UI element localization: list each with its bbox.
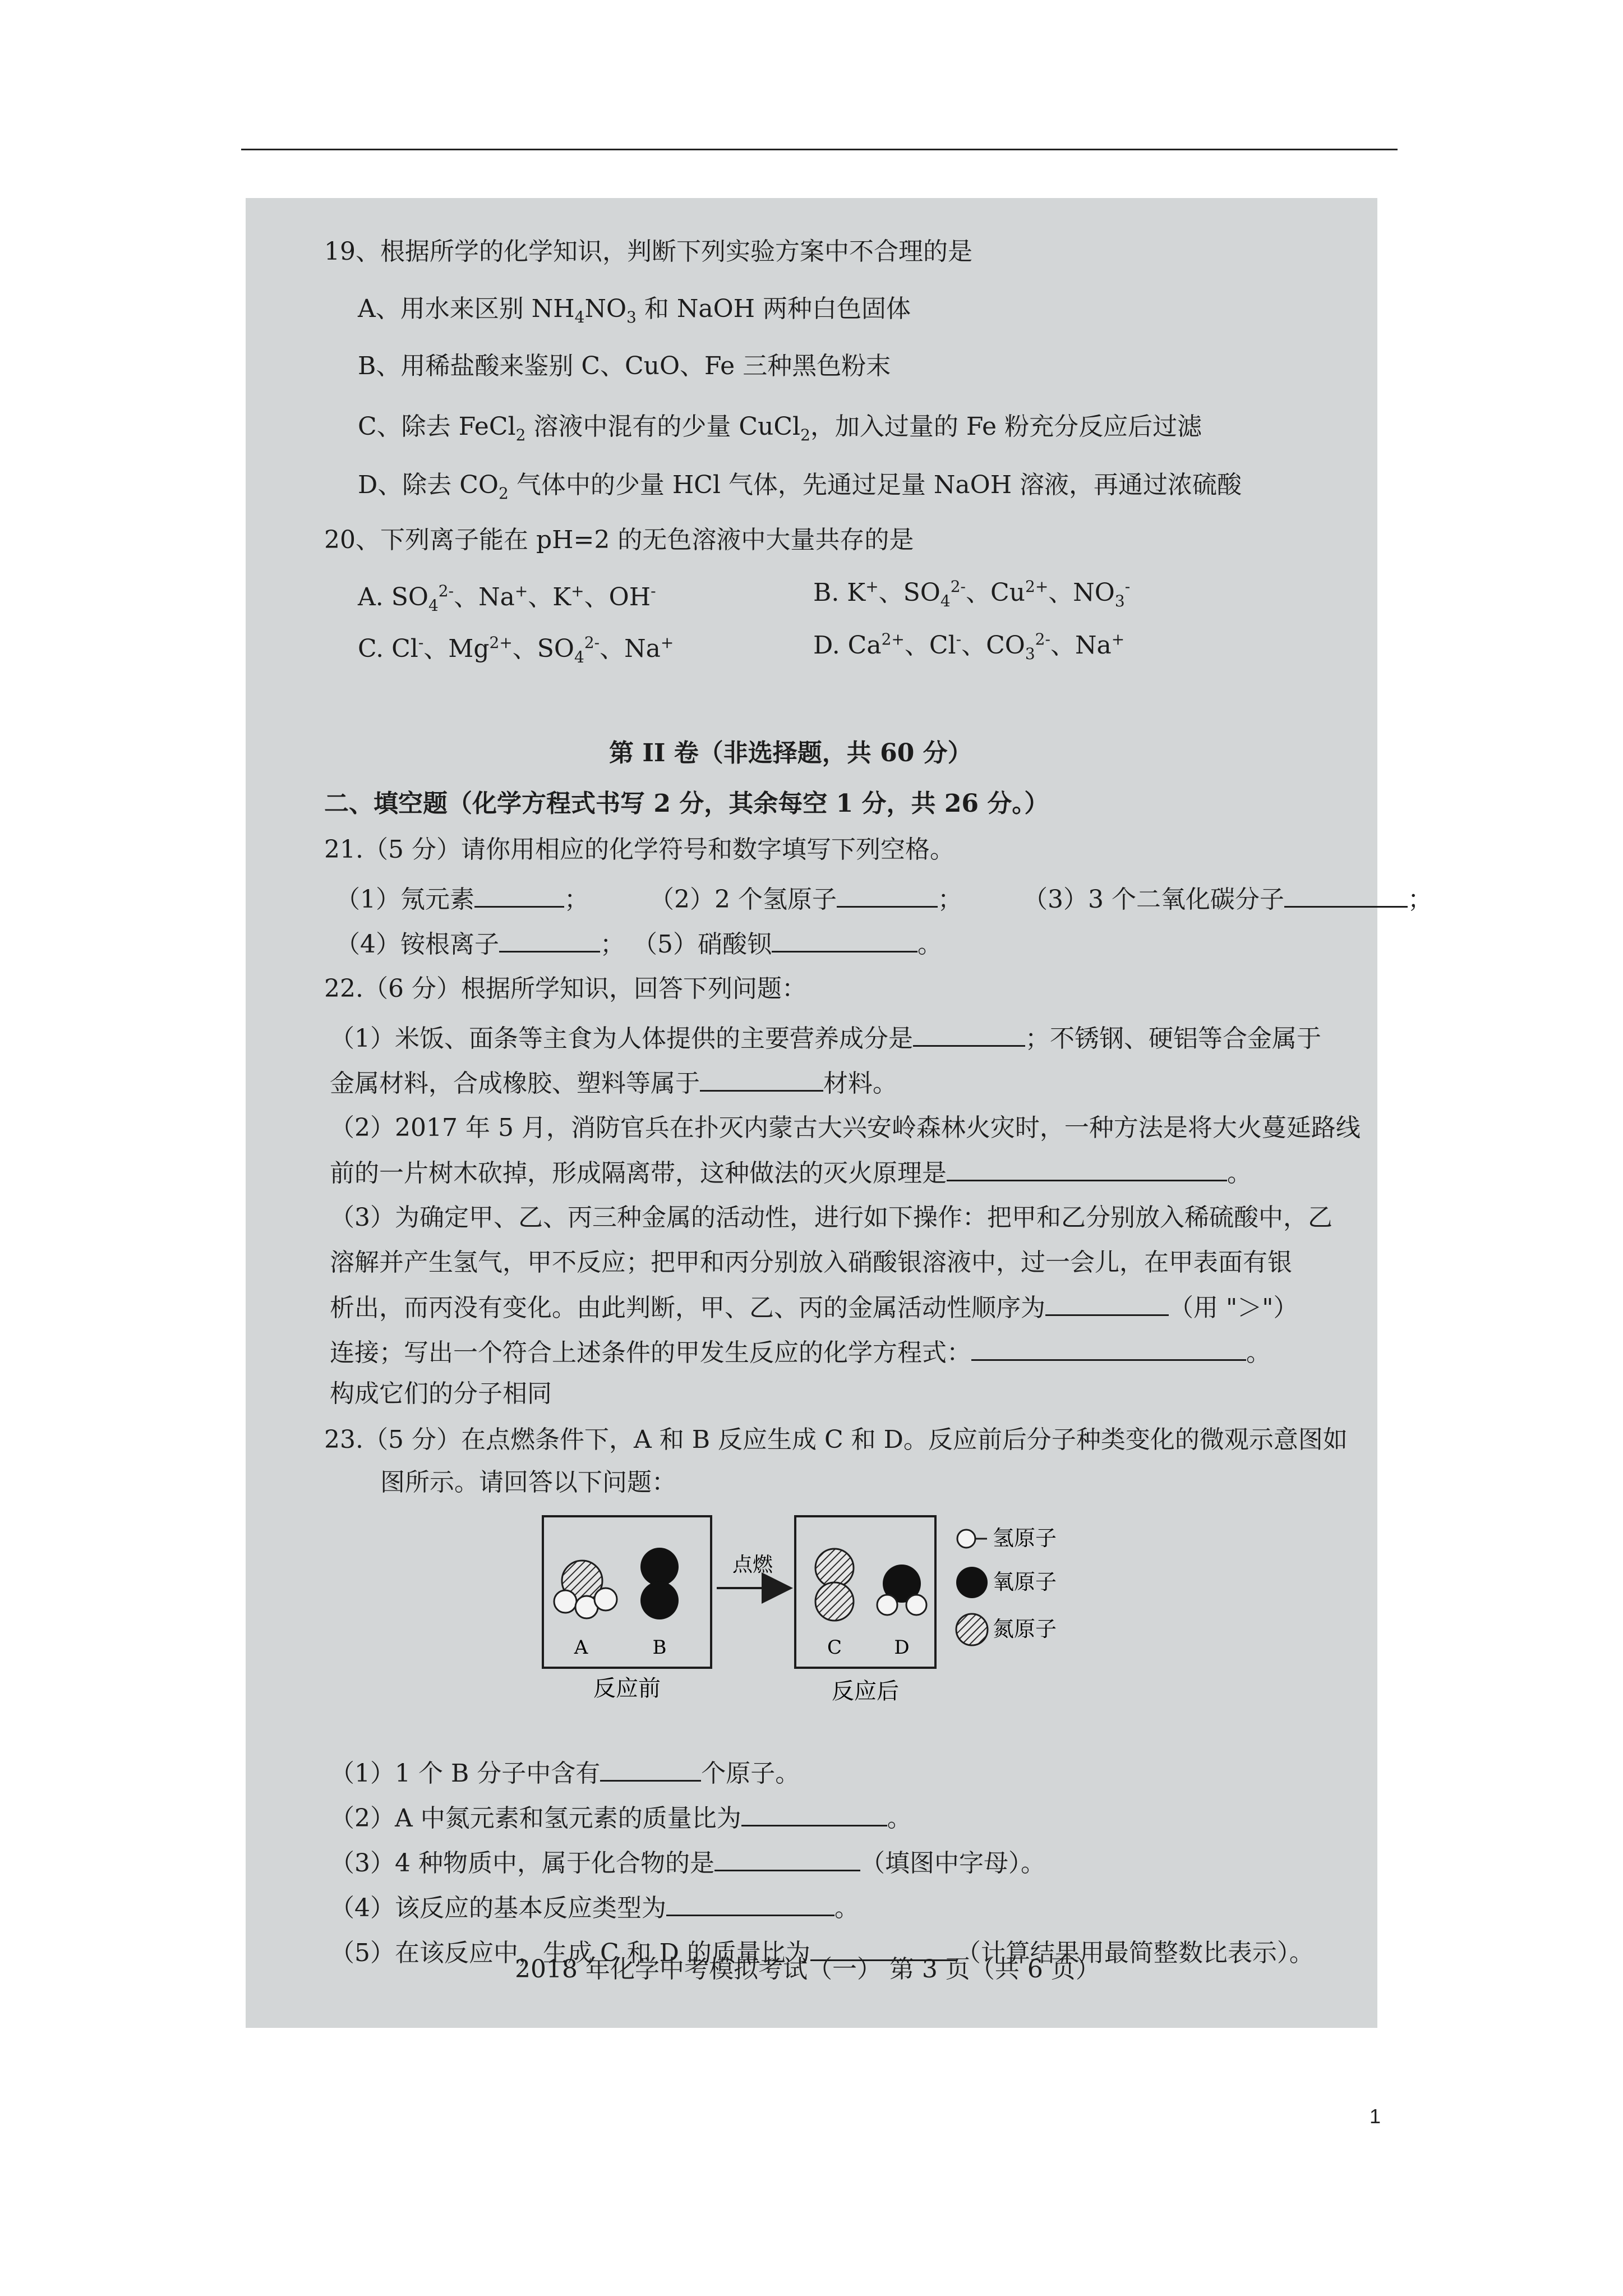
q22-part2-line1: （2）2017 年 5 月，消防官兵在扑灭内蒙古大兴安岭森林火灾时，一种方法是将大火蔓延路线 [330,1114,1361,1142]
arrow-label: 点燃 [732,1553,773,1576]
oxygen-legend-icon [956,1567,988,1598]
part-two-title: 第 II 卷（非选择题，共 60 分） [609,739,972,767]
q20-option-c: C. Cl-、$Mg^{2+}$、$SO_4^{2-}$、Na+ [358,633,674,666]
molecule-b [640,1548,679,1619]
hydrogen-legend-icon [957,1530,975,1548]
answer-blank[interactable] [600,1757,701,1782]
nitrogen-legend-icon [956,1614,988,1645]
label-a: A [574,1636,588,1659]
q22-part3-line4: 连接；写出一个符合上述条件的甲发生反应的化学方程式： 。 [330,1337,1271,1369]
q23-sub1: （1）1 个 B 分子中含有 个原子。 [330,1757,800,1789]
header-rule [241,149,1398,150]
q19-stem: 19、根据所学的化学知识，判断下列实验方案中不合理的是 [324,237,972,266]
molecule-a [554,1561,617,1618]
q22-part3-line2: 溶解并产生氢气，甲不反应；把甲和丙分别放入硝酸银溶液中，过一会儿，在甲表面有银 [330,1248,1292,1277]
q21-row-1: （1）氖元素 ； （2）2 个氢原子 ； （3）3 个二氧化碳分子 ； [335,884,1432,915]
q23-stem-line1: 23.（5 分）在点燃条件下，A 和 B 反应生成 C 和 D。反应前后分子种类变化的微观示意图如 [324,1425,1348,1454]
q23-sub4: （4）该反应的基本反应类型为 。 [330,1892,859,1924]
q20-stem: 20、下列离子能在 pH=2 的无色溶液中大量共存的是 [324,526,914,554]
legend-hydrogen: 氢原子 [993,1526,1057,1550]
q22-part3-line5: 构成它们的分子相同 [330,1379,552,1408]
answer-blank[interactable] [499,928,600,953]
after-box [795,1516,935,1668]
answer-blank[interactable] [700,1068,823,1092]
section-fill-in-heading: 二、填空题（化学方程式书写 2 分，其余每空 1 分，共 26 分。） [324,789,1049,818]
q23-sub5: （5）在该反应中，生成 C 和 D 的质量比为 （计算结果用最简整数比表示）。 [330,1937,1314,1969]
q23-stem-line2: 图所示。请回答以下问题： [380,1468,676,1497]
page-number: 1 [1369,2105,1381,2128]
answer-blank[interactable] [971,1337,1246,1361]
answer-blank[interactable] [1045,1292,1169,1316]
molecule-d [877,1565,926,1615]
answer-blank[interactable] [913,1023,1025,1047]
answer-blank[interactable] [474,884,564,908]
answer-blank[interactable] [666,1892,834,1916]
q23-sub2: （2）A 中氮元素和氢元素的质量比为 。 [330,1802,912,1834]
q22-part3-line1: （3）为确定甲、乙、丙三种金属的活动性，进行如下操作：把甲和乙分别放入稀硫酸中，乙 [330,1203,1332,1232]
q20-option-b: B. K+、$SO_4^{2-}$、$Cu^{2+}$、$NO_3^-$ [813,577,1131,610]
exam-footer: 2018 年化学中考模拟考试（一） 第 3 页（共 6 页） [515,1955,1100,1984]
answer-blank[interactable] [947,1157,1227,1181]
q22-part2-line2: 前的一片树木砍掉，形成隔离带，这种做法的灭火原理是 。 [330,1157,1252,1189]
q22-stem: 22.（6 分）根据所学知识，回答下列问题： [324,974,806,1003]
reaction-micro-diagram [537,1505,1300,1741]
q23-sub3: （3）4 种物质中，属于化合物的是 （填图中字母）。 [330,1847,1045,1879]
label-c: C [827,1636,842,1659]
q19-option-d: D、除去 $CO_2$ 气体中的少量 HCl 气体，先通过足量 NaOH 溶液，再通过浓硫酸 [358,471,1242,503]
answer-blank[interactable] [1284,884,1408,908]
q22-part1-line1: （1）米饭、面条等主食为人体提供的主要营养成分是 ；不锈钢、硬铝等合金属于 [330,1023,1321,1055]
q21-row-2: （4）铵根离子 ； （5）硝酸钡 。 [335,928,942,960]
answer-blank[interactable] [741,1802,887,1826]
label-d: D [894,1636,910,1659]
before-caption: 反应前 [593,1676,661,1701]
q21-stem: 21.（5 分）请你用相应的化学符号和数字填写下列空格。 [324,835,955,864]
q20-option-a: A. $SO_4^{2-}$、Na+、K+、OH- [358,582,656,615]
answer-blank[interactable] [837,884,938,908]
answer-blank[interactable] [714,1847,860,1871]
molecule-c [815,1549,854,1621]
q20-option-d: D. $Ca^{2+}$、Cl-、$CO_3^{2-}$、Na+ [813,630,1125,663]
diagram-legend [956,1526,1057,1645]
legend-oxygen: 氧原子 [993,1570,1057,1594]
q19-option-a: A、用水来区别 $NH_4NO_3$ 和 NaOH 两种白色固体 [358,295,911,326]
before-box [543,1516,711,1668]
after-caption: 反应后 [832,1678,899,1704]
exam-page-photo [246,198,1432,2028]
q19-option-b: B、用稀盐酸来鉴别 C、CuO、Fe 三种黑色粉末 [358,352,891,380]
label-b: B [652,1636,667,1659]
q19-option-c: C、除去 FeCl$_2$ 溶液中混有的少量 CuCl$_2$，加入过量的 Fe 粉充分反应后过滤 [358,412,1202,444]
q22-part1-line2: 金属材料，合成橡胶、塑料等属于 材料。 [330,1068,897,1099]
q22-part3-line3: 析出，而丙没有变化。由此判断，甲、乙、丙的金属活动性顺序为 （用 "＞"） [330,1292,1298,1324]
legend-nitrogen: 氮原子 [993,1617,1057,1641]
answer-blank[interactable] [772,928,917,953]
